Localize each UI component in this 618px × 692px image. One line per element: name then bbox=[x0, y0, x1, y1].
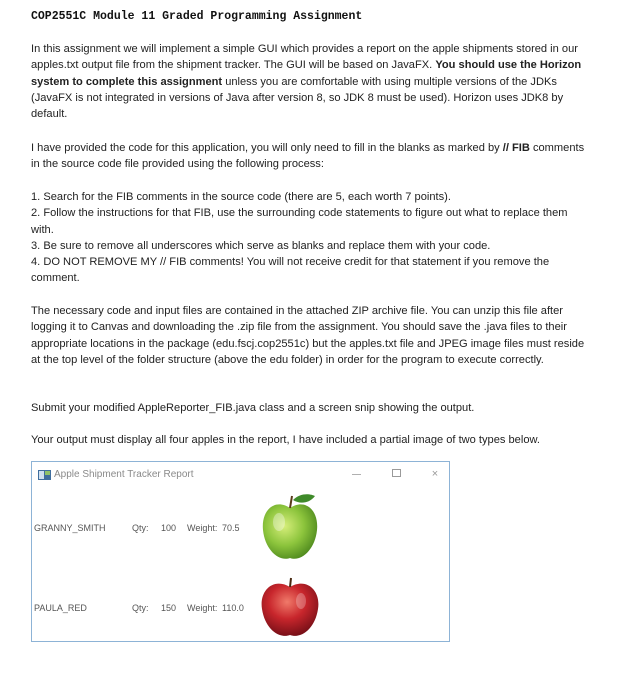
intro-text-a: In this assignment we will implement a simple GUI which provides a report on the apple shipments stored in our apples.txt output file from the shipment tracker. The GUI will be based on JavaFX. bbox=[31, 43, 578, 72]
intro-text-b: unless you are comfortable with using multiple versions of the JDKs (JavaFX is not integrated in versions of Java after version 8, so JDK 8 must be used). Horizon uses JDK8 by default. bbox=[31, 75, 564, 121]
submit-paragraph bbox=[31, 400, 591, 416]
files-paragraph bbox=[31, 303, 591, 368]
weight-label: Weight: bbox=[187, 523, 218, 533]
green-apple-image bbox=[257, 486, 323, 566]
submit-text: Submit your modified AppleReporter_FIB.java class and a screen snip showing the output. bbox=[31, 402, 475, 414]
window-titlebar bbox=[32, 462, 449, 488]
qty-value: 100 bbox=[161, 523, 177, 533]
output-text: Your output must display all four apples in the report, I have included a partial image of two types below. bbox=[31, 434, 540, 446]
files-text: The necessary code and input files are contained in the attached ZIP archive file. You can unzip this file after logging it to Canvas and downloading the .zip file from the assignment. You should save the .java files to their appropriate locations in the package (edu.fscj.cop2551c) but the apples.txt file and JPEG image files must reside at the top level of the folder structure (above the edu folder) in order for the program to execute correctly. bbox=[31, 305, 585, 366]
code-paragraph bbox=[31, 140, 591, 173]
weight-value: 110.0 bbox=[222, 603, 244, 613]
window-title: Apple Shipment Tracker Report bbox=[54, 469, 194, 480]
close-button[interactable]: × bbox=[431, 468, 439, 480]
intro-paragraph bbox=[31, 41, 591, 122]
apple-name-label: PAULA_RED bbox=[34, 603, 87, 613]
step-3: 3. Be sure to remove all underscores which serve as blanks and replace them with your code. bbox=[31, 239, 491, 252]
output-paragraph bbox=[31, 432, 591, 448]
step-4: 4. DO NOT REMOVE MY // FIB comments! You will not receive credit for that statement if you remove the comment. bbox=[31, 256, 550, 285]
qty-value: 150 bbox=[161, 603, 177, 613]
red-apple-image bbox=[257, 575, 323, 641]
code-text-a: I have provided the code for this application, you will only need to fill in the blanks as marked by bbox=[31, 142, 503, 154]
app-icon bbox=[38, 470, 51, 480]
maximize-button[interactable] bbox=[386, 467, 406, 481]
step-1: 1. Search for the FIB comments in the source code (there are 5, each worth 7 points). bbox=[31, 191, 451, 203]
apple-name-label: GRANNY_SMITH bbox=[34, 523, 106, 533]
qty-label: Qty: bbox=[132, 523, 149, 533]
steps-list bbox=[31, 189, 591, 287]
code-text-b: comments in the source code file provided using the following process: bbox=[31, 142, 585, 171]
document-title: COP2551C Module 11 Graded Programming Assignment bbox=[31, 10, 363, 23]
weight-value: 70.5 bbox=[222, 523, 240, 533]
step-2: 2. Follow the instructions for that FIB, use the surrounding code statements to figure out what to replace them with. bbox=[31, 207, 568, 236]
weight-label: Weight: bbox=[187, 603, 218, 613]
app-window-screenshot bbox=[31, 461, 450, 642]
qty-label: Qty: bbox=[132, 603, 149, 613]
intro-bold-text: You should use the Horizon system to complete this assignment bbox=[31, 59, 582, 88]
minimize-button[interactable] bbox=[346, 467, 366, 481]
fib-marker: // FIB bbox=[502, 142, 530, 154]
